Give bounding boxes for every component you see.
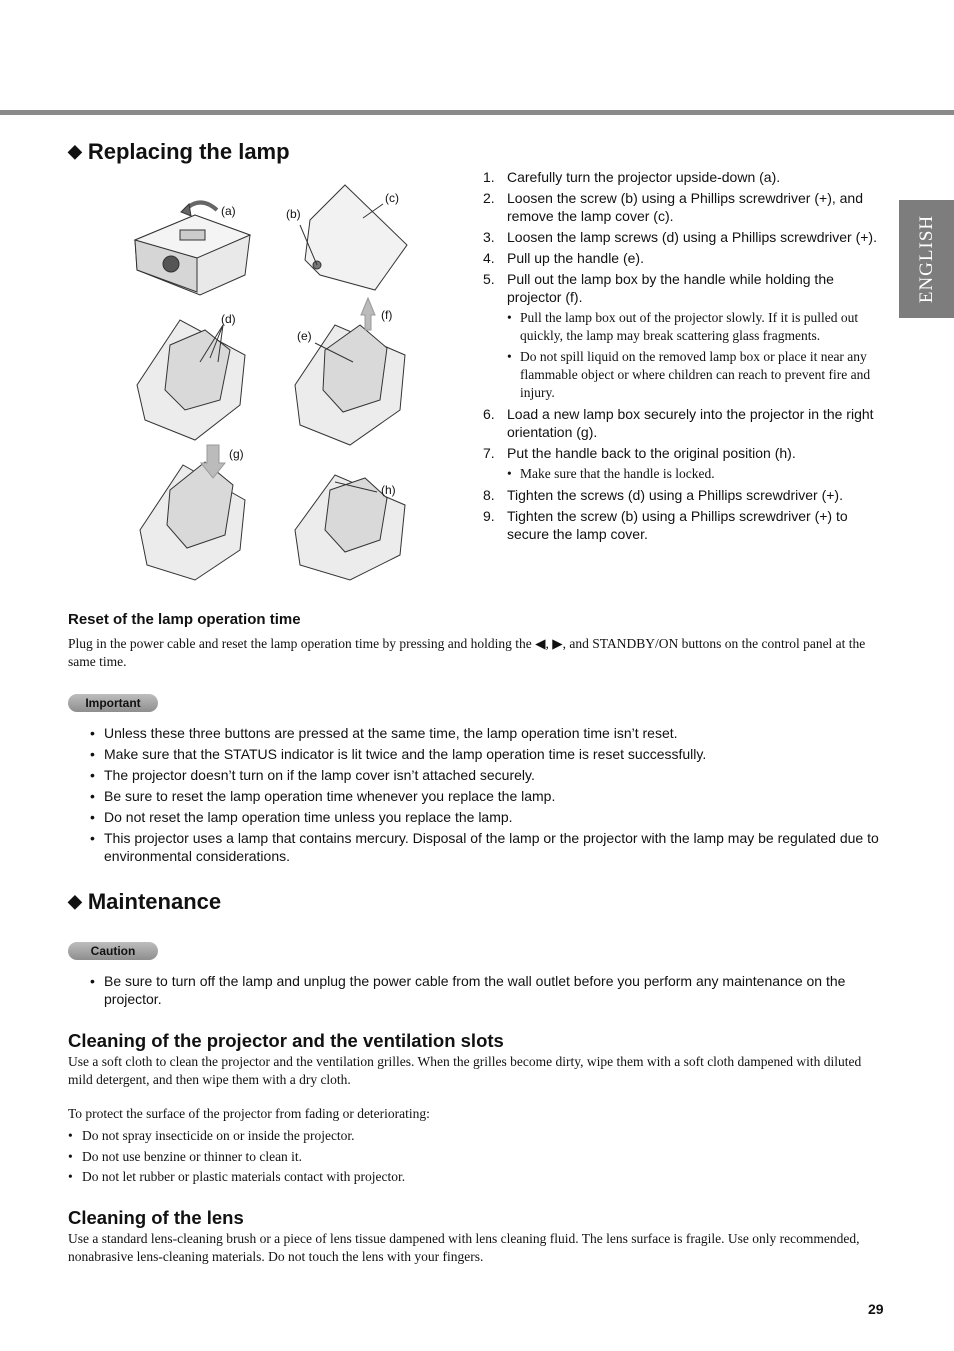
language-tab bbox=[899, 200, 954, 318]
figure-label-g: (g) bbox=[229, 447, 244, 461]
lamp-replacement-illustration bbox=[125, 180, 425, 585]
right-arrow-icon: ▶ bbox=[552, 636, 563, 651]
step-item: 7. Put the handle back to the original position (h). bbox=[483, 445, 796, 461]
important-bullets bbox=[90, 724, 890, 868]
step-item: 2. Loosen the screw (b) using a Phillips screwdriver (+), and remove the lamp cover (c). bbox=[483, 190, 863, 224]
diamond-icon: ◆ bbox=[68, 141, 82, 161]
cleaning-projector-body: Use a soft cloth to clean the projector and the ventilation grilles. When the grilles become dirty, wipe them with a soft cloth dampened with diluted mild detergent, and then wipe them with a dry cloth. bbox=[68, 1054, 862, 1087]
list-item: • Be sure to reset the lamp operation time whenever you replace the lamp. bbox=[90, 788, 556, 804]
reset-body: Plug in the power cable and reset the lamp operation time by pressing and holding the ◀, ▶, and STANDBY/ON buttons on the control panel at the same time. bbox=[68, 636, 866, 669]
lamp-replacement-svg bbox=[125, 180, 425, 585]
list-item: • Do not reset the lamp operation time unless you replace the lamp. bbox=[90, 809, 513, 825]
cleaning-lens-body: Use a standard lens-cleaning brush or a piece of lens tissue dampened with lens cleaning fluid. The lens surface is fragile. Use only recommended, nonabrasive lens-cleaning materials. Do not touch the lens with your fingers. bbox=[68, 1231, 860, 1264]
replacement-steps bbox=[483, 168, 888, 546]
projector-figure-d bbox=[137, 320, 245, 440]
step-note: • Pull the lamp box out of the projector slowly. If it is pulled out quickly, the lamp may break scattering glass fragments. bbox=[507, 310, 859, 343]
page-number: 29 bbox=[868, 1301, 884, 1317]
important-badge: Important bbox=[68, 694, 158, 712]
figure-label-f: (f) bbox=[381, 308, 393, 322]
step-item: 9. Tighten the screw (b) using a Phillips screwdriver (+) to secure the lamp cover. bbox=[483, 508, 848, 542]
list-item: • Make sure that the STATUS indicator is lit twice and the lamp operation time is reset successfully. bbox=[90, 746, 707, 762]
caution-badge: Caution bbox=[68, 942, 158, 960]
language-tab-label: ENGLISH bbox=[915, 214, 937, 304]
list-item: • Do not use benzine or thinner to clean it. bbox=[68, 1148, 303, 1164]
list-item: • Do not let rubber or plastic materials contact with projector. bbox=[68, 1169, 406, 1184]
figure-label-c: (c) bbox=[385, 191, 399, 205]
step-item: 5. Pull out the lamp box by the handle while holding the projector (f). bbox=[483, 271, 834, 305]
maintenance-title: ◆ Maintenance bbox=[68, 889, 222, 914]
cleaning-projector-bullets bbox=[68, 1127, 888, 1189]
header-rule bbox=[0, 110, 954, 115]
list-item: • Be sure to turn off the lamp and unplug the power cable from the wall outlet before you perform any maintenance on the projector. bbox=[90, 973, 846, 1007]
figure-label-d: (d) bbox=[221, 312, 236, 326]
projector-figure-g bbox=[140, 445, 245, 580]
step-item: 3. Loosen the lamp screws (d) using a Phillips screwdriver (+). bbox=[483, 229, 877, 245]
list-item: • Do not spray insecticide on or inside the projector. bbox=[68, 1128, 355, 1143]
figure-label-e: (e) bbox=[297, 329, 312, 343]
cleaning-projector-intro: To protect the surface of the projector from fading or deteriorating: bbox=[68, 1106, 430, 1121]
diamond-icon: ◆ bbox=[68, 891, 82, 911]
step-item: 6. Load a new lamp box securely into the projector in the right orientation (g). bbox=[483, 406, 874, 440]
figure-label-b: (b) bbox=[286, 207, 301, 221]
step-item: 1. Carefully turn the projector upside-down (a). bbox=[483, 169, 781, 185]
list-item: • Unless these three buttons are pressed at the same time, the lamp operation time isn’t reset. bbox=[90, 725, 678, 741]
step-note: • Make sure that the handle is locked. bbox=[507, 466, 715, 481]
left-arrow-icon: ◀ bbox=[535, 636, 546, 651]
figure-label-h: (h) bbox=[381, 483, 396, 497]
step-note: • Do not spill liquid on the removed lamp box or place it near any flammable object or where children can reach to prevent fire and injury. bbox=[507, 349, 871, 400]
step-item: 4. Pull up the handle (e). bbox=[483, 250, 644, 266]
list-item: • The projector doesn’t turn on if the lamp cover isn’t attached securely. bbox=[90, 767, 535, 783]
reset-heading: Reset of the lamp operation time bbox=[68, 611, 301, 628]
cleaning-lens-heading: Cleaning of the lens bbox=[68, 1207, 244, 1228]
caution-bullets bbox=[90, 972, 890, 1011]
step-item: 8. Tighten the screws (d) using a Phillips screwdriver (+). bbox=[483, 487, 843, 503]
replacing-lamp-title: ◆ Replacing the lamp bbox=[68, 139, 290, 164]
figure-label-a: (a) bbox=[221, 204, 236, 218]
list-item: • This projector uses a lamp that contains mercury. Disposal of the lamp or the projector with the lamp may be regulated due to environmental considerations. bbox=[90, 830, 879, 864]
cleaning-projector-heading: Cleaning of the projector and the ventilation slots bbox=[68, 1030, 504, 1051]
